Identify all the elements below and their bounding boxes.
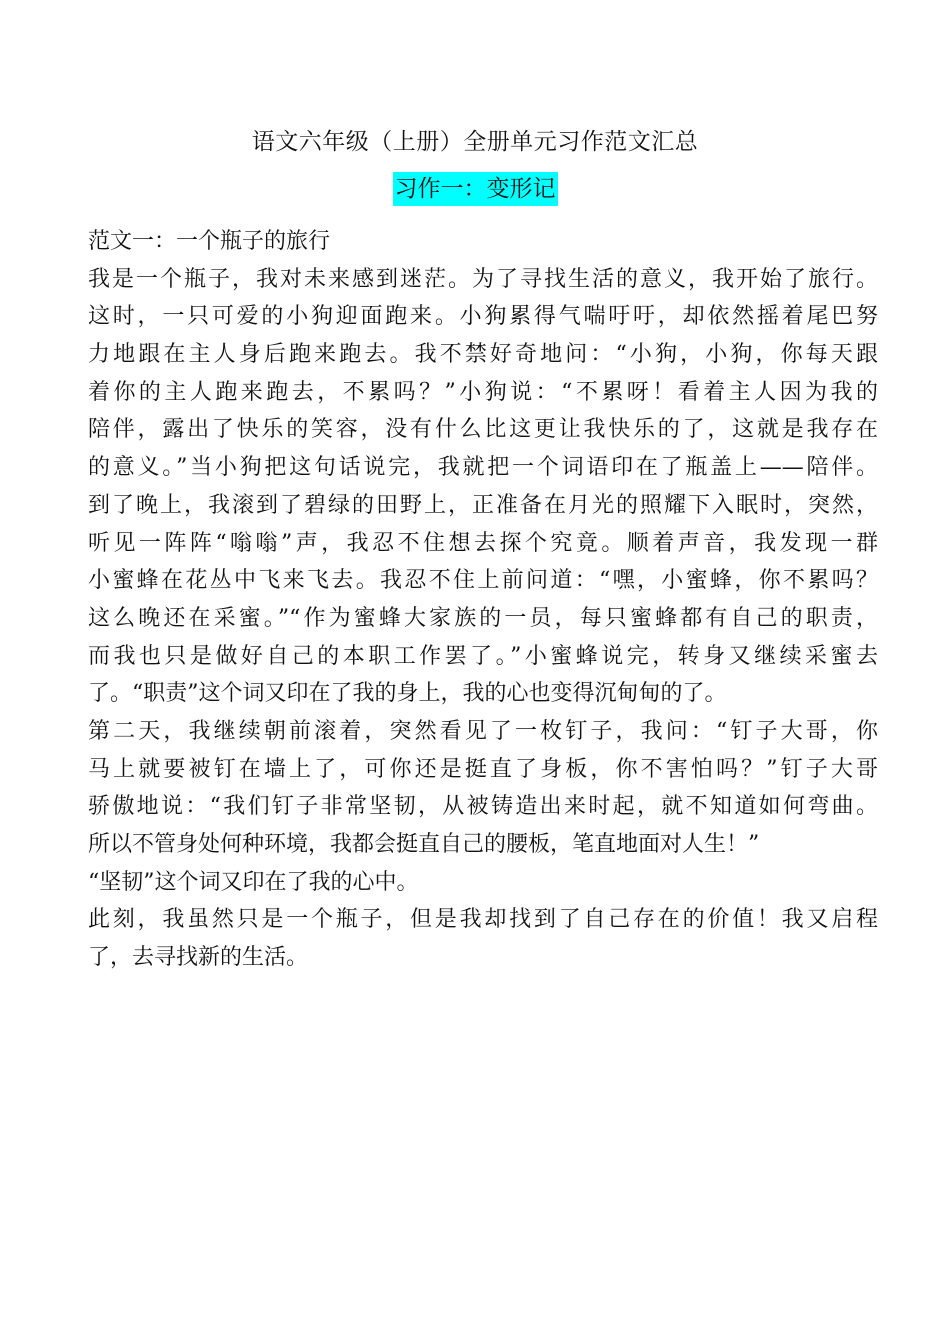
text-line: 的意义。”当小狗把这句话说完，我就把一个词语印在了瓶盖上——陪伴。 [88,455,878,481]
text-line: 而我也只是做好自己的本职工作罢了。”小蜜蜂说完，转身又继续采蜜去 [88,643,878,669]
section-heading-container [0,172,950,206]
text-line: 听见一阵阵“嗡嗡”声，我忍不住想去探个究竟。顺着声音，我发现一群 [88,530,878,556]
text-line: 我是一个瓶子，我对未来感到迷茫。为了寻找生活的意义，我开始了旅行。 [88,266,878,292]
text-line: 着你的主人跑来跑去，不累吗？”小狗说：“不累呀！看着主人因为我的 [88,379,878,405]
text-line: 到了晚上，我滚到了碧绿的田野上，正准备在月光的照耀下入眠时，突然， [88,492,878,518]
text-line: “坚韧”这个词又印在了我的心中。 [88,869,419,895]
essay-title-line: 范文一：一个瓶子的旅行 [88,229,331,254]
text-line: 力地跟在主人身后跑来跑去。我不禁好奇地问：“小狗，小狗，你每天跟 [88,342,878,368]
text-line: 这时，一只可爱的小狗迎面跑来。小狗累得气喘吁吁，却依然摇着尾巴努 [88,304,878,330]
section-heading: 习作一：变形记 [393,172,558,206]
text-line: 骄傲地说：“我们钉子非常坚韧，从被铸造出来时起，就不知道如何弯曲。 [88,794,878,820]
text-line: 陪伴，露出了快乐的笑容，没有什么比这更让我快乐的了，这就是我存在 [88,417,878,443]
text-line: 此刻，我虽然只是一个瓶子，但是我却找到了自己存在的价值！我又启程 [88,907,878,933]
document-title: 语文六年级（上册）全册单元习作范文汇总 [251,129,699,155]
text-line: 小蜜蜂在花丛中飞来飞去。我忍不住上前问道：“嘿，小蜜蜂，你不累吗？ [88,568,878,594]
text-line: 马上就要被钉在墙上了，可你还是挺直了身板，你不害怕吗？”钉子大哥 [88,756,878,782]
essay-body [88,223,878,977]
text-line: 了，去寻找新的生活。 [88,945,309,971]
text-line: 所以不管身处何种环境，我都会挺直自己的腰板，笔直地面对人生！” [88,832,760,857]
text-line: 第二天，我继续朝前滚着，突然看见了一枚钉子，我问：“钉子大哥，你 [88,718,878,744]
text-line: 这么晚还在采蜜。”“作为蜜蜂大家族的一员，每只蜜蜂都有自己的职责， [88,605,878,631]
text-line: 了。“职责”这个词又印在了我的身上，我的心也变得沉甸甸的了。 [88,681,727,707]
